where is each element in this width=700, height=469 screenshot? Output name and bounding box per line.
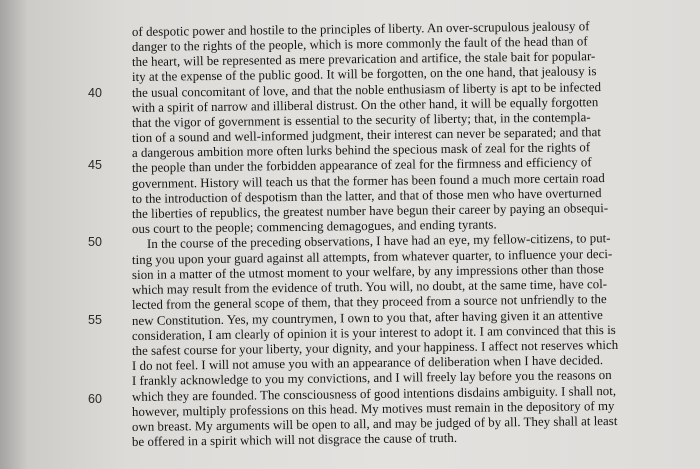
paragraph-start-line: In the course of the preceding observations, I have had an eye, my fellow-citizens, to put- [146,231,611,251]
line-number-50: 50 [88,235,102,249]
text-line: danger to the rights of the people, which is more commonly the fault of the head than of [131,34,588,54]
text-line: government. History will teach us that the former has been found a much more certain road [131,171,605,191]
text-line: with a spirit of narrow and illiberal distrust. On the other hand, it will be equally forgotten [131,95,599,115]
text-line: own breast. My arguments will be open to all, and may be judged of by all. They shall at least [131,413,618,434]
text-line: lected from the general scope of them, that they proceed from a source not unfriendly to the [131,292,607,312]
line-number-55: 55 [88,313,102,327]
text-line: to the introduction of despotism than the latter, and that of those men who have overturned [131,186,602,206]
text-line: ity at the expense of the public good. It will be forgotten, on the one hand, that jealousy is [131,64,597,84]
text-line: tion of a sound and well-informed judgment, their interest can never be separated; and that [131,125,602,145]
line-number-40: 40 [88,86,102,100]
text-line: that the vigor of government is essential to the security of liberty; that, in the contempla- [131,110,591,130]
line-number-45: 45 [88,158,102,172]
text-line: I frankly acknowledge to you my convictions, and I will freely lay before you the reasons on [131,367,612,388]
text-line: which they are founded. The consciousness of good intentions disdains ambiguity. I shall not, [131,383,617,404]
text-line: the liberties of republics, the greatest number have begun their career by paying an obsequi- [131,201,609,221]
text-line: however, multiply professions on this head. My motives must remain in the depository of my [131,398,615,419]
text-line: the safest course for your liberty, your dignity, and your happiness. I affect not reserves which [131,337,619,358]
text-line: which may result from the evidence of truth. You will, no doubt, at the same time, have col- [131,277,608,297]
text-line: ting you upon your guard against all attempts, from whatever quarter, to influence your deci- [131,246,613,267]
text-line: new Constitution. Yes, my countrymen, I own to you that, after having given it an attentive [131,308,603,328]
text-line: be offered in a spirit which will not disgrace the cause of truth. [131,430,458,449]
line-number-60: 60 [88,392,102,406]
text-line: the heart, will be represented as mere prevarication and artifice, the stale bait for popular- [131,49,596,69]
text-line: a dangerous ambition more often lurks behind the specious mask of zeal for the rights of [131,140,591,160]
text-line: the people than under the forbidden appearance of zeal for the firmness and efficiency of [131,155,592,175]
text-line: the usual concomitant of love, and that the noble enthusiasm of liberty is apt to be infected [131,80,602,100]
text-line: sion in a matter of the utmost moment to your welfare, by any impressions other than those [131,262,604,282]
text-line: of despotic power and hostile to the principles of liberty. An over-scrupulous jealousy of [131,19,590,39]
text-line: consideration, I am clearly of opinion it is your interest to adopt it. I am convinced that this is [131,322,616,343]
text-line: ous court to the people; commencing demagogues, and ending tyrants. [131,217,497,236]
page-spine-shadow [0,0,28,469]
text-line: I do not feel. I will not amuse you with an appearance of deliberation when I have decided. [131,353,604,373]
